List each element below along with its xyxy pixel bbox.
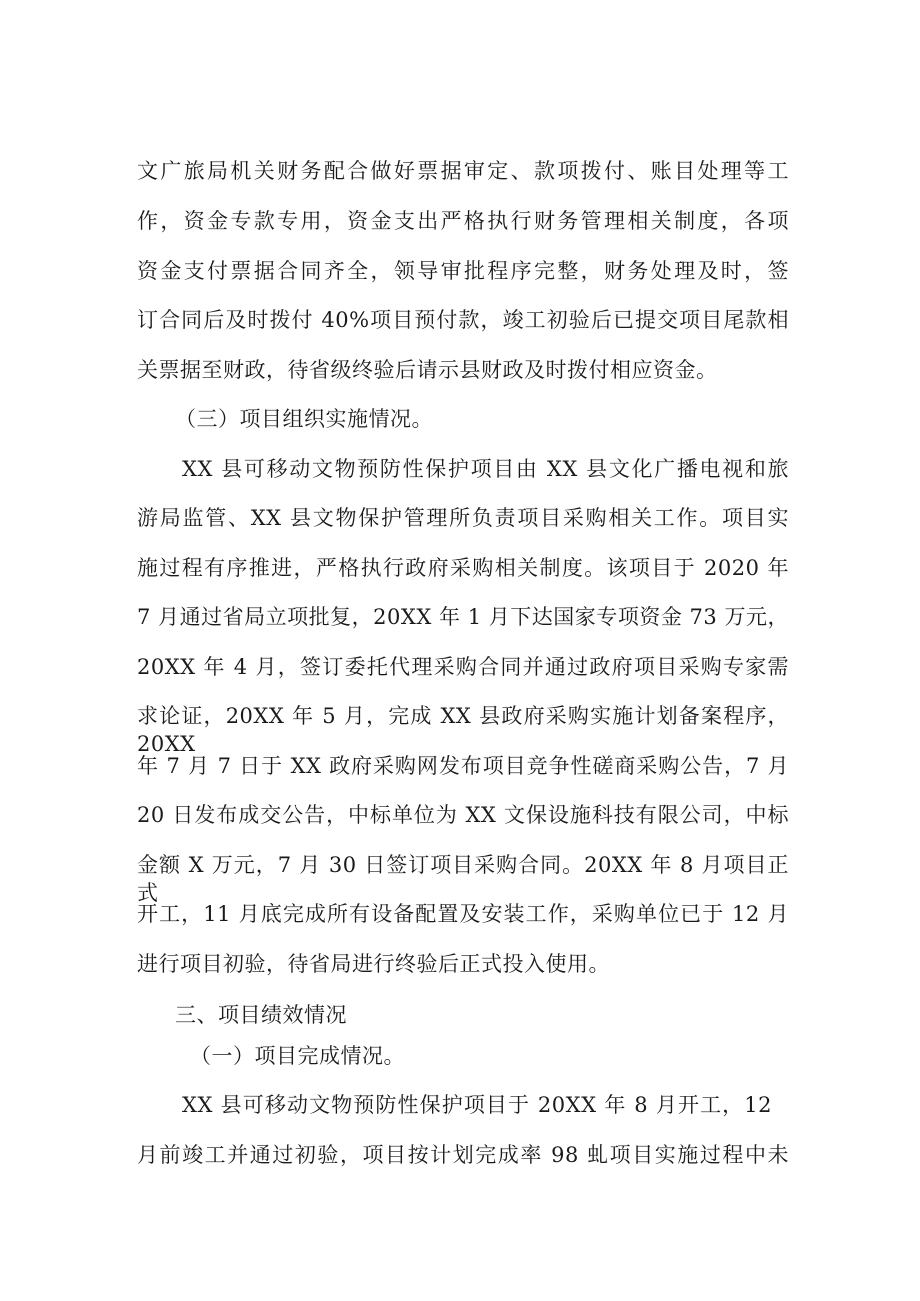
body-text-line: 资金支付票据合同齐全，领导审批程序完整，财务处理及时，签	[137, 259, 789, 283]
body-text-line: 游局监管、XX 县文物保护管理所负责项目采购相关工作。项目实	[137, 506, 789, 530]
body-text-line: 年 7 月 7 日于 XX 政府采购网发布项目竞争性磋商采购公告，7 月	[137, 754, 789, 778]
body-text-line: 文广旅局机关财务配合做好票据审定、款项拨付、账目处理等工	[137, 159, 789, 183]
body-text-line: 关票据至财政，待省级终验后请示县财政及时拨付相应资金。	[137, 358, 718, 382]
subheading: （三）项目组织实施情况。	[175, 407, 433, 431]
subheading: （一）项目完成情况。	[190, 1044, 405, 1068]
body-text-line: XX 县可移动文物预防性保护项目于 20XX 年 8 月开工，12	[182, 1093, 772, 1117]
body-text-line: 开工，11 月底完成所有设备配置及安装工作，采购单位已于 12 月	[137, 902, 789, 926]
body-text-line: 施过程有序推进，严格执行政府采购相关制度。该项目于 2020 年	[137, 556, 789, 580]
body-text-line: 月前竣工并通过初验，项目按计划完成率 98 虬项目实施过程中未	[137, 1143, 789, 1167]
body-text-line: 20 日发布成交公告，中标单位为 XX 文保设施科技有限公司，中标	[137, 803, 789, 827]
body-text-line: 作，资金专款专用，资金支出严格执行财务管理相关制度，各项	[137, 209, 789, 233]
body-text-line: 进行项目初验，待省局进行终验后正式投入使用。	[137, 952, 610, 976]
body-text-line: XX 县可移动文物预防性保护项目由 XX 县文化广播电视和旅	[182, 457, 789, 481]
section-heading: 三、项目绩效情况	[175, 1003, 347, 1027]
body-text-line: 订合同后及时拨付 40%项目预付款，竣工初验后已提交项目尾款相	[137, 308, 789, 332]
body-text-line: 7 月通过省局立项批复，20XX 年 1 月下达国家专项资金 73 万元，	[137, 605, 789, 629]
body-text-line: 20XX 年 4 月，签订委托代理采购合同并通过政府项目采购专家需	[137, 655, 789, 679]
body-text-line: 求论证，20XX 年 5 月，完成 XX 县政府采购实施计划备案程序，20XX	[137, 704, 789, 756]
body-text-line: 金额 X 万元，7 月 30 日签订项目采购合同。20XX 年 8 月项目正式	[137, 853, 789, 905]
